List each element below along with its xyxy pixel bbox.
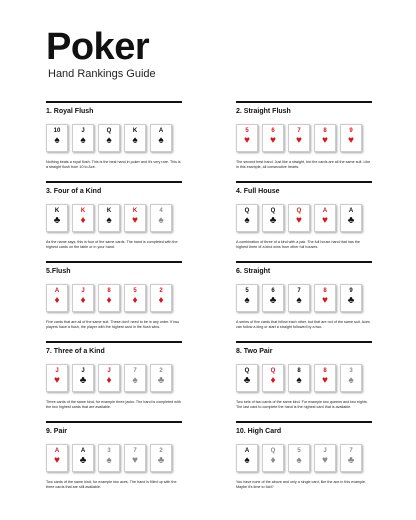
hand-heading: 6. Straight (236, 268, 271, 275)
playing-card (46, 444, 68, 472)
section-divider (236, 261, 372, 263)
hand-section (236, 341, 372, 411)
hand-heading: 2. Straight Flush (236, 108, 291, 115)
page-title: Poker (46, 26, 150, 68)
suit-icon: ♥ (322, 375, 328, 386)
card-rank: 8 (323, 128, 327, 134)
suit-icon: ♠ (158, 135, 164, 146)
hand-description: As the name says, this is four of the same cards. The hand is completed with the highest cards on the table or in your hand. (46, 240, 178, 250)
suit-icon: ♠ (106, 455, 112, 466)
hand-heading: 4. Full House (236, 188, 280, 195)
playing-card (72, 444, 94, 472)
page-subtitle: Hand Rankings Guide (48, 68, 156, 80)
section-divider (236, 421, 372, 423)
playing-card (314, 364, 336, 392)
card-rank: J (81, 368, 85, 374)
suit-icon: ♦ (80, 295, 86, 306)
suit-icon: ♣ (347, 215, 355, 226)
playing-card (124, 444, 146, 472)
card-rank: A (158, 128, 164, 134)
card-row (236, 124, 372, 154)
card-rank: J (107, 368, 111, 374)
card-rank: 8 (297, 368, 301, 374)
suit-icon: ♥ (296, 135, 302, 146)
card-rank: 8 (323, 368, 327, 374)
hand-section (46, 261, 182, 331)
playing-card (150, 124, 172, 152)
suit-icon: ♦ (106, 375, 112, 386)
card-rank: 3 (107, 448, 111, 454)
playing-card (124, 284, 146, 312)
suit-icon: ♣ (347, 295, 355, 306)
card-rank: Q (270, 448, 276, 454)
playing-card (236, 204, 258, 232)
suit-icon: ♥ (54, 455, 60, 466)
suit-icon: ♥ (322, 215, 328, 226)
card-rank: K (132, 128, 138, 134)
card-rank: 2 (159, 288, 163, 294)
card-rank: 8 (323, 288, 327, 294)
suit-icon: ♠ (132, 135, 138, 146)
playing-card (150, 364, 172, 392)
playing-card (236, 444, 258, 472)
suit-icon: ♣ (243, 375, 251, 386)
playing-card (124, 124, 146, 152)
card-rank: Q (270, 368, 276, 374)
hand-description: The second best hand. Just like a straight, but the cards are all the same suit. Like in this example, all consecutive hearts. (236, 160, 371, 170)
suit-icon: ♠ (296, 455, 302, 466)
card-rank: 5 (133, 288, 137, 294)
hand-heading: 5.Flush (46, 268, 71, 275)
card-rank: K (132, 208, 138, 214)
playing-card (314, 284, 336, 312)
suit-icon: ♠ (244, 295, 250, 306)
suit-icon: ♠ (106, 135, 112, 146)
playing-card (288, 284, 310, 312)
suit-icon: ♠ (244, 455, 250, 466)
hand-heading: 7. Three of a Kind (46, 348, 105, 355)
suit-icon: ♥ (322, 135, 328, 146)
hand-heading: 3. Four of a Kind (46, 188, 102, 195)
playing-card (288, 204, 310, 232)
playing-card (340, 284, 362, 312)
card-rank: Q (106, 128, 112, 134)
playing-card (236, 364, 258, 392)
playing-card (288, 124, 310, 152)
suit-icon: ♠ (244, 215, 250, 226)
suit-icon: ♦ (270, 455, 276, 466)
section-divider (46, 181, 182, 183)
card-rank: 6 (271, 288, 275, 294)
playing-card (340, 364, 362, 392)
suit-icon: ♦ (80, 215, 86, 226)
section-divider (236, 341, 372, 343)
playing-card (98, 364, 120, 392)
card-rank: 5 (245, 128, 249, 134)
card-rank: 2 (159, 368, 163, 374)
card-row (46, 444, 182, 474)
suit-icon: ♥ (348, 135, 354, 146)
suit-icon: ♠ (348, 375, 354, 386)
playing-card (262, 124, 284, 152)
card-rank: Q (244, 368, 250, 374)
card-rank: 7 (133, 368, 137, 374)
suit-icon: ♣ (79, 455, 87, 466)
playing-card (46, 204, 68, 232)
playing-card (340, 444, 362, 472)
suit-icon: ♠ (54, 135, 60, 146)
section-divider (46, 341, 182, 343)
playing-card (288, 364, 310, 392)
playing-card (314, 444, 336, 472)
card-rank: A (54, 288, 60, 294)
card-rank: J (55, 368, 59, 374)
playing-card (236, 284, 258, 312)
hand-heading: 8. Two Pair (236, 348, 273, 355)
hand-section (46, 421, 182, 491)
suit-icon: ♥ (54, 375, 60, 386)
card-rank: 6 (271, 128, 275, 134)
playing-card (46, 364, 68, 392)
suit-icon: ♠ (296, 295, 302, 306)
card-rank: K (80, 208, 86, 214)
playing-card (46, 124, 68, 152)
suit-icon: ♥ (132, 215, 138, 226)
suit-icon: ♥ (296, 215, 302, 226)
card-rank: A (244, 448, 250, 454)
playing-card (124, 364, 146, 392)
suit-icon: ♦ (270, 375, 276, 386)
hand-description: Two sets of two cards of the same kind. For example two queens and two eights. The last card to complete the hand is the highest card that is available. (236, 400, 368, 410)
hand-section (46, 181, 182, 251)
playing-card (124, 204, 146, 232)
suit-icon: ♣ (157, 455, 165, 466)
playing-card (340, 124, 362, 152)
card-row (46, 284, 182, 314)
card-row (46, 204, 182, 234)
playing-card (150, 284, 172, 312)
playing-card (98, 444, 120, 472)
section-divider (236, 181, 372, 183)
card-rank: A (348, 208, 354, 214)
card-rank: 4 (159, 208, 163, 214)
hand-description: Three cards of the same kind, for example three jacks. The hand is completed with the two highest cards that are available. (46, 400, 181, 410)
card-row (46, 124, 182, 154)
card-rank: J (81, 288, 85, 294)
playing-card (288, 444, 310, 472)
section-divider (46, 101, 182, 103)
playing-card (236, 124, 258, 152)
section-divider (236, 101, 372, 103)
card-rank: K (54, 208, 60, 214)
suit-icon: ♥ (132, 455, 138, 466)
hand-section (46, 341, 182, 411)
card-rank: 7 (133, 448, 137, 454)
section-divider (46, 421, 182, 423)
suit-icon: ♥ (322, 455, 328, 466)
suit-icon: ♣ (269, 215, 277, 226)
playing-card (46, 284, 68, 312)
card-rank: J (81, 128, 85, 134)
suit-icon: ♦ (132, 295, 138, 306)
card-rank: K (106, 208, 112, 214)
playing-card (150, 444, 172, 472)
playing-card (262, 204, 284, 232)
suit-icon: ♣ (79, 375, 87, 386)
card-row (236, 204, 372, 234)
suit-icon: ♣ (157, 375, 165, 386)
card-rank: 9 (349, 128, 353, 134)
card-rank: A (80, 448, 86, 454)
hand-description: Five cards that are all of the same suit. These don't need to be in any order. If two players have a flush, the player with the highest card in the flush wins. (46, 320, 180, 330)
playing-card (340, 204, 362, 232)
card-rank: 2 (159, 448, 163, 454)
suit-icon: ♠ (106, 215, 112, 226)
card-rank: 7 (297, 128, 301, 134)
card-rank: A (322, 208, 328, 214)
playing-card (98, 204, 120, 232)
suit-icon: ♥ (270, 135, 276, 146)
card-rank: 7 (349, 448, 353, 454)
card-rank: J (323, 448, 327, 454)
hand-description: Two cards of the same kind, for example two aces. The hand is filled up with the three cards that are still available. (46, 480, 177, 490)
suit-icon: ♠ (158, 215, 164, 226)
suit-icon: ♦ (106, 295, 112, 306)
card-row (236, 284, 372, 314)
suit-icon: ♠ (132, 375, 138, 386)
playing-card (262, 364, 284, 392)
hand-section (236, 181, 372, 251)
suit-icon: ♦ (158, 295, 164, 306)
suit-icon: ♣ (53, 215, 61, 226)
playing-card (262, 444, 284, 472)
playing-card (72, 124, 94, 152)
hand-description: You have none of the above and only a single card, like the ace in this example. Maybe it's time to fold? (236, 480, 367, 490)
hand-heading: 10. High Card (236, 428, 282, 435)
playing-card (314, 204, 336, 232)
suit-icon: ♥ (244, 135, 250, 146)
card-rank: 5 (297, 448, 301, 454)
card-rank: Q (296, 208, 302, 214)
card-row (236, 444, 372, 474)
card-rank: Q (270, 208, 276, 214)
playing-card (314, 124, 336, 152)
suit-icon: ♣ (269, 295, 277, 306)
card-row (46, 364, 182, 394)
section-divider (46, 261, 182, 263)
hand-heading: 1. Royal Flush (46, 108, 94, 115)
playing-card (150, 204, 172, 232)
playing-card (72, 284, 94, 312)
card-rank: 10 (53, 128, 61, 134)
suit-icon: ♠ (296, 375, 302, 386)
card-rank: 3 (349, 368, 353, 374)
hand-section (236, 421, 372, 491)
hand-description: Nothing beats a royal flush. This is the best hand in poker and it's very rare. This is a straight flush from 10 to Ace. (46, 160, 181, 170)
hand-section (46, 101, 182, 171)
hand-description: A series of five cards that follow each other, but that are not of the same suit. Aces can follow a king or start a straight followed by a two. (236, 320, 370, 330)
card-row (236, 364, 372, 394)
suit-icon: ♠ (80, 135, 86, 146)
playing-card (98, 284, 120, 312)
suit-icon: ♣ (347, 455, 355, 466)
card-rank: 7 (297, 288, 301, 294)
hand-heading: 9. Pair (46, 428, 68, 435)
hand-description: A combination of three of a kind with a pair. The full house hand that has the highest three of a kind wins from other full houses. (236, 240, 360, 250)
suit-icon: ♥ (322, 295, 328, 306)
playing-card (72, 364, 94, 392)
card-rank: 8 (107, 288, 111, 294)
suit-icon: ♦ (54, 295, 60, 306)
card-rank: A (54, 448, 60, 454)
hand-section (236, 101, 372, 171)
card-rank: Q (244, 208, 250, 214)
playing-card (262, 284, 284, 312)
card-rank: 9 (349, 288, 353, 294)
playing-card (72, 204, 94, 232)
hand-section (236, 261, 372, 331)
playing-card (98, 124, 120, 152)
card-rank: 5 (245, 288, 249, 294)
